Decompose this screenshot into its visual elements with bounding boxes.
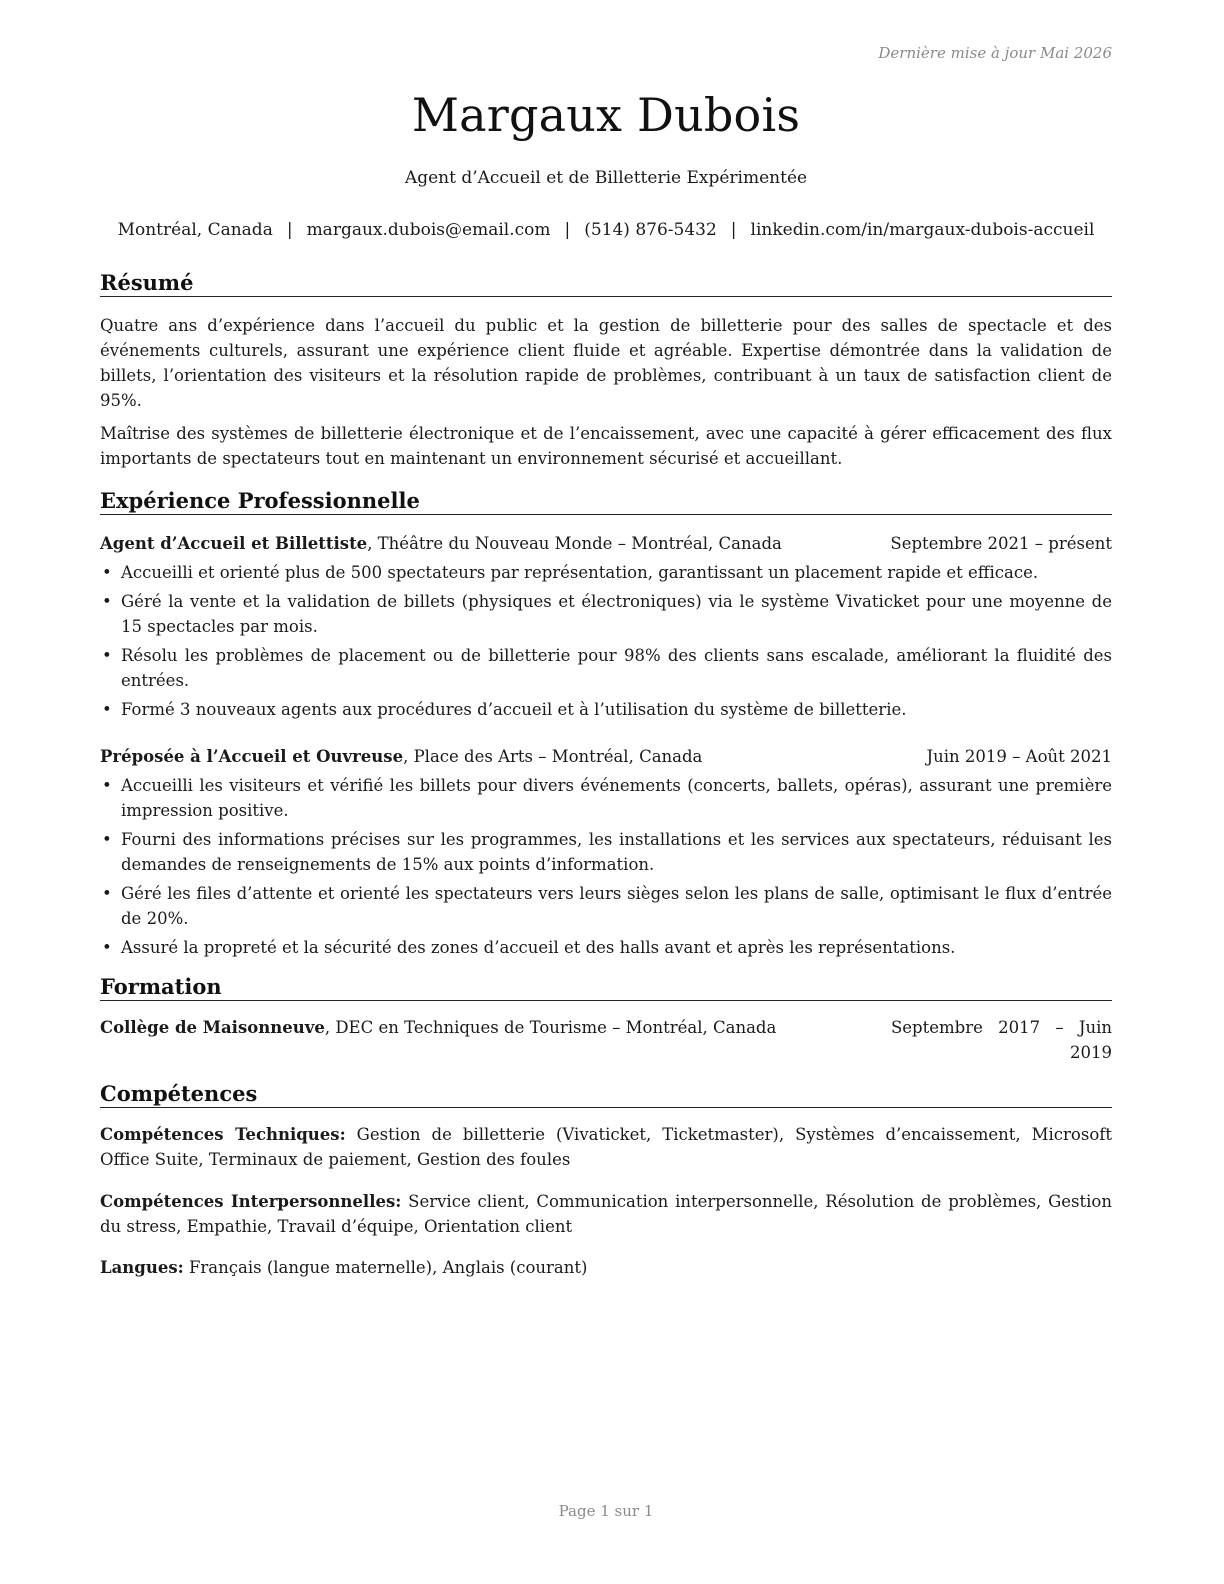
job-entry xyxy=(100,531,1112,722)
job-employer: , Théâtre du Nouveau Monde – Montréal, Canada xyxy=(367,534,782,553)
skill-label: Compétences Interpersonnelles: xyxy=(100,1191,402,1211)
job-dates: Septembre 2021 – présent xyxy=(890,534,1112,553)
list-item: • Accueilli et orienté plus de 500 spectateurs par représentation, garantissant un placement rapide et efficace. xyxy=(100,560,1112,585)
list-item: • Géré les files d’attente et orienté les spectateurs vers leurs sièges selon les plans de salle, optimisant le flux d’entrée de 20%. xyxy=(100,881,1112,931)
contact-line xyxy=(100,220,1112,240)
education-entry xyxy=(100,1015,1112,1065)
skills-section xyxy=(100,1081,1112,1280)
summary-section xyxy=(100,270,1112,471)
job-employer: , Place des Arts – Montréal, Canada xyxy=(403,747,703,766)
candidate-name: Margaux Dubois xyxy=(411,88,801,142)
section-heading-experience: Expérience Professionnelle xyxy=(100,488,1112,515)
summary-paragraph: Maîtrise des systèmes de billetterie électronique et de l’encaissement, avec une capacité à gérer efficacement des flux importants de spectateurs tout en maintenant un environnement sécurisé et accueillant. xyxy=(100,424,1112,468)
page-number: Page 1 sur 1 xyxy=(558,1502,654,1520)
job-bullets xyxy=(100,560,1112,722)
section-heading-education: Formation xyxy=(100,974,1112,1001)
skill-value: Gestion de billetterie (Vivaticket, Ticketmaster), Systèmes d’encaissement, Microsoft Office Suite, Terminaux de paiement, Gestion des foules xyxy=(100,1125,1112,1169)
education-program: , DEC en Techniques de Tourisme – Montréal, Canada xyxy=(324,1018,777,1037)
list-item: • Fourni des informations précises sur les programmes, les installations et les services aux spectateurs, réduisant les demandes de renseignements de 15% aux points d’information. xyxy=(100,827,1112,877)
contact-phone: (514) 876-5432 xyxy=(584,220,717,240)
list-item: • Accueilli les visiteurs et vérifié les billets pour divers événements (concerts, ballets, opéras), assurant une première impression positive. xyxy=(100,773,1112,823)
job-entry xyxy=(100,744,1112,960)
resume-page xyxy=(100,0,1112,1584)
job-bullets xyxy=(100,773,1112,960)
section-heading-summary: Résumé xyxy=(100,270,1112,297)
skill-label: Compétences Techniques: xyxy=(100,1125,346,1144)
job-role: Préposée à l’Accueil et Ouvreuse xyxy=(100,747,404,766)
skill-line xyxy=(100,1189,1112,1239)
skill-line xyxy=(100,1122,1112,1172)
skill-value: Service client, Communication interpersonnelle, Résolution de problèmes, Gestion du stress, Empathie, Travail d’équipe, Orientation client xyxy=(100,1191,1112,1236)
skill-value: Français (langue maternelle), Anglais (courant) xyxy=(183,1258,588,1277)
experience-section xyxy=(100,488,1112,960)
section-heading-skills: Compétences xyxy=(100,1081,1112,1108)
education-dates: Septembre 2017 – Juin 2019 xyxy=(890,1018,1112,1062)
last-updated: Dernière mise à jour Mai 2026 xyxy=(878,44,1112,62)
skill-line xyxy=(100,1255,1112,1280)
candidate-title: Agent d’Accueil et de Billetterie Expérimentée xyxy=(404,168,808,188)
contact-separator: | xyxy=(286,220,293,240)
contact-linkedin[interactable]: linkedin.com/in/margaux-dubois-accueil xyxy=(750,220,1095,240)
contact-email[interactable]: margaux.dubois@email.com xyxy=(306,220,551,240)
contact-location: Montréal, Canada xyxy=(117,220,273,240)
contact-separator: | xyxy=(564,220,571,240)
school-name: Collège de Maisonneuve xyxy=(100,1018,325,1037)
contact-separator: | xyxy=(730,220,737,240)
list-item: • Résolu les problèmes de placement ou de billetterie pour 98% des clients sans escalade, améliorant la fluidité des entrées. xyxy=(100,643,1112,693)
job-header xyxy=(100,744,1112,769)
list-item: • Géré la vente et la validation de billets (physiques et électroniques) via le système Vivaticket pour une moyenne de 15 spectacles par mois. xyxy=(100,589,1112,639)
job-header xyxy=(100,531,1112,556)
education-section xyxy=(100,974,1112,1065)
job-role: Agent d’Accueil et Billettiste xyxy=(100,534,368,553)
resume-body xyxy=(100,270,1112,1297)
skill-label: Langues: xyxy=(100,1258,184,1277)
list-item: • Formé 3 nouveaux agents aux procédures d’accueil et à l’utilisation du système de billetterie. xyxy=(100,697,1112,722)
summary-paragraph: Quatre ans d’expérience dans l’accueil du public et la gestion de billetterie pour des salles de spectacle et des événements culturels, assurant une expérience client fluide et agréable. Expertise démontrée dans la validation de billets, l’orientation des visiteurs et la résolution rapide de problèmes, contribuant à un taux de satisfaction client de 95%. xyxy=(100,316,1112,410)
list-item: • Assuré la propreté et la sécurité des zones d’accueil et des halls avant et après les représentations. xyxy=(100,935,1112,960)
job-dates: Juin 2019 – Août 2021 xyxy=(926,747,1112,766)
